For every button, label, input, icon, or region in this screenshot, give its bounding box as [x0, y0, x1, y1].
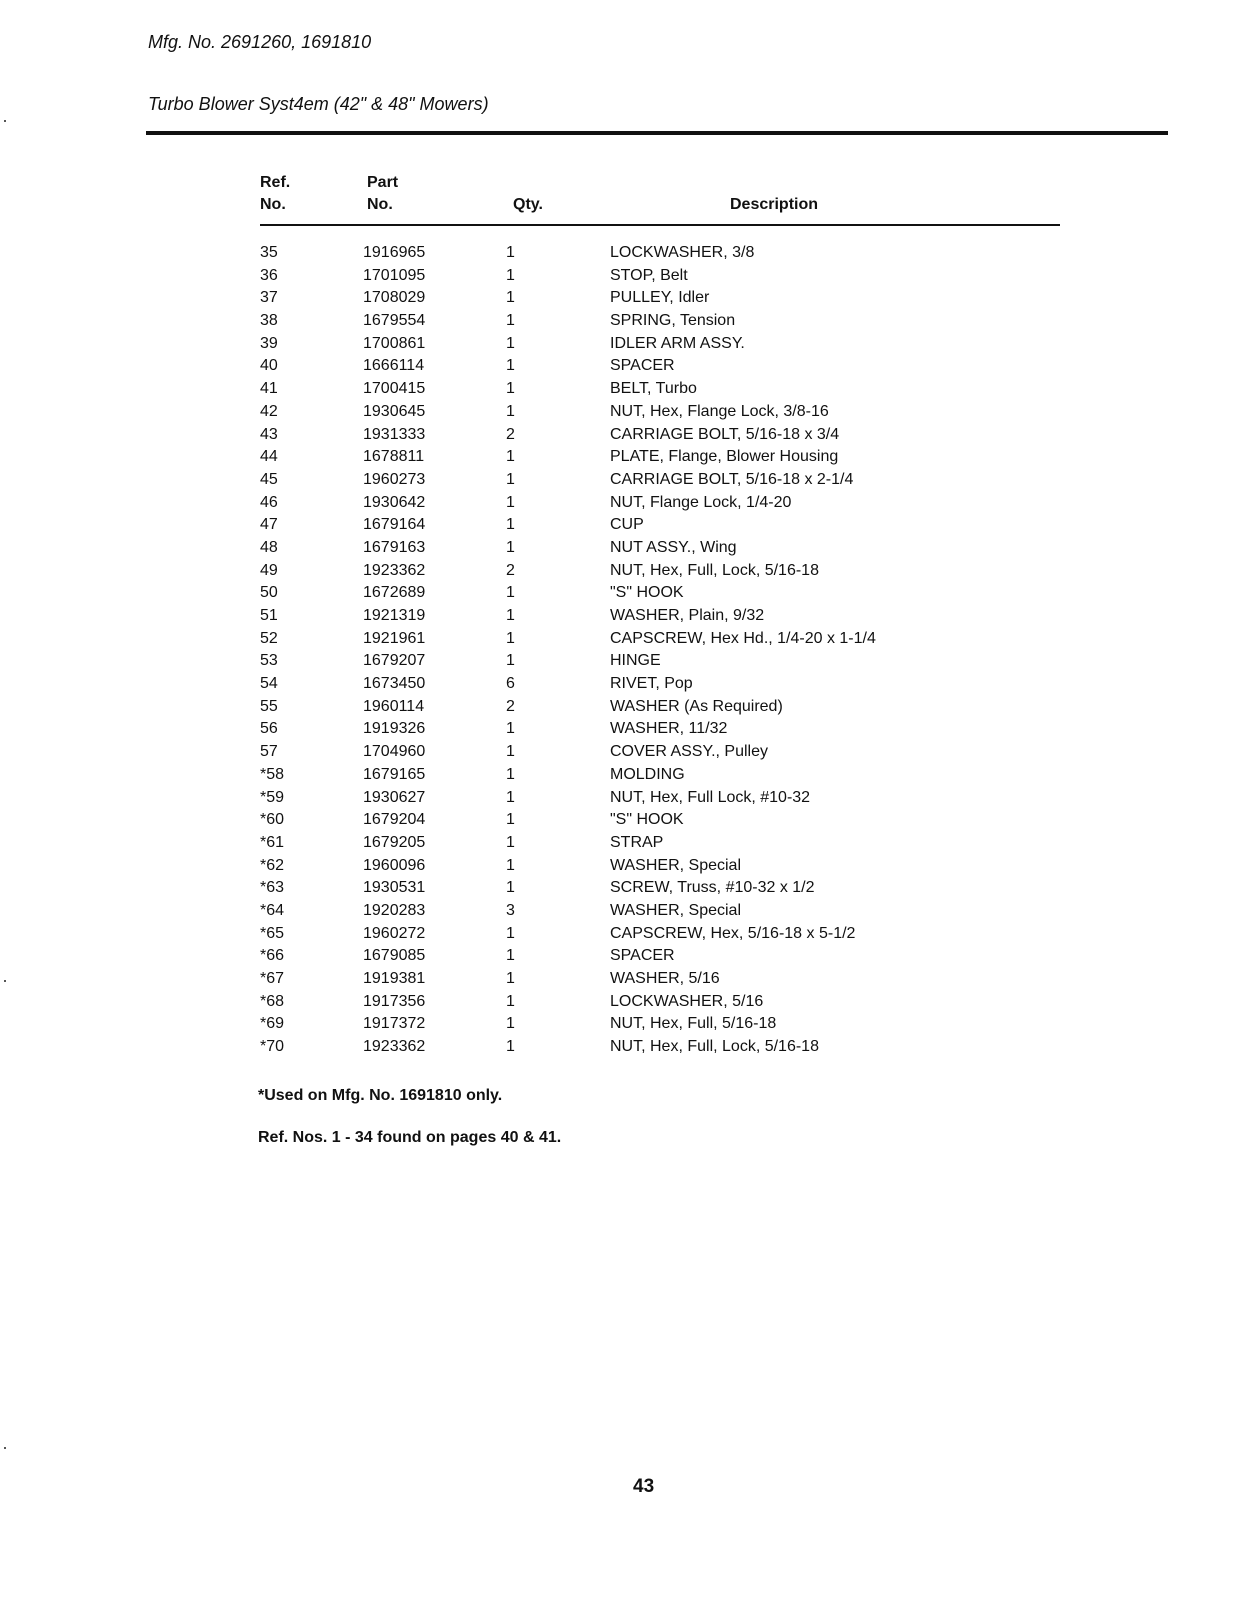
- ref-no-cell: 39: [260, 334, 278, 352]
- qty-cell: 1: [506, 788, 515, 806]
- ref-no-cell: 52: [260, 629, 278, 647]
- ref-no-cell: 53: [260, 652, 278, 670]
- table-row: [260, 582, 1060, 605]
- part-no-cell: 1930531: [363, 879, 426, 897]
- used-on-note: *Used on Mfg. No. 1691810 only.: [258, 1087, 503, 1104]
- qty-cell: 3: [506, 901, 515, 919]
- qty-cell: 1: [506, 380, 515, 398]
- qty-cell: 1: [506, 607, 515, 624]
- ref-no-cell: 48: [260, 538, 278, 556]
- part-no-cell: 1679163: [363, 538, 426, 556]
- description-cell: CUP: [610, 516, 644, 534]
- description-cell: IDLER ARM ASSY.: [610, 334, 745, 352]
- ref-no-cell: 51: [260, 607, 278, 624]
- description-cell: WASHER, Special: [610, 901, 741, 919]
- table-body: [260, 242, 1060, 1059]
- table-row: [260, 537, 1060, 560]
- table-row: [260, 855, 1060, 878]
- ref-no-cell: 42: [260, 402, 278, 420]
- ref-no-cell: *61: [260, 833, 285, 851]
- header-rule: [260, 224, 1060, 226]
- part-no-header: [367, 172, 398, 216]
- description-cell: CARRIAGE BOLT, 5/16-18 x 3/4: [610, 425, 840, 443]
- ref-no-cell: *59: [260, 788, 285, 806]
- ref-no-cell: 47: [260, 516, 278, 534]
- qty-cell: 1: [506, 244, 515, 261]
- description-cell: WASHER, Special: [610, 856, 741, 874]
- parts-table: [260, 172, 1060, 1056]
- part-no-cell: 1678811: [363, 448, 425, 466]
- part-no-cell: 1960273: [363, 470, 426, 488]
- ref-no-cell: *66: [260, 947, 285, 965]
- ref-no-cell: 56: [260, 720, 278, 738]
- description-cell: MOLDING: [610, 765, 685, 783]
- table-row: [260, 832, 1060, 855]
- table-row: [260, 265, 1060, 288]
- qty-cell: 1: [506, 357, 515, 375]
- description-cell: COVER ASSY., Pulley: [610, 743, 768, 761]
- description-cell: RIVET, Pop: [610, 675, 693, 693]
- qty-cell: 1: [506, 833, 515, 851]
- part-no-cell: 1931333: [363, 425, 426, 443]
- qty-cell: 1: [506, 743, 515, 761]
- table-row: [260, 446, 1060, 469]
- ref-no-cell: 46: [260, 493, 278, 511]
- table-row: [260, 333, 1060, 356]
- ref-no-cell: 44: [260, 448, 278, 466]
- part-no-cell: 1917372: [363, 1015, 426, 1033]
- table-row: [260, 605, 1060, 628]
- table-row: [260, 764, 1060, 787]
- qty-cell: 1: [506, 947, 515, 965]
- ref-no-cell: 55: [260, 697, 278, 715]
- ref-header-line-2: No.: [260, 196, 286, 213]
- table-row: [260, 809, 1060, 832]
- ref-no-cell: 49: [260, 561, 278, 579]
- qty-cell: 1: [506, 970, 515, 987]
- part-no-cell: 1666114: [363, 357, 425, 375]
- part-no-cell: 1701095: [363, 266, 426, 284]
- ref-nos-note: Ref. Nos. 1 - 34 found on pages 40 & 41.: [258, 1129, 562, 1146]
- part-no-cell: 1704960: [363, 743, 426, 761]
- description-cell: BELT, Turbo: [610, 380, 697, 398]
- part-no-cell: 1923362: [363, 1038, 426, 1056]
- qty-header: Qty.: [513, 196, 543, 213]
- ref-no-cell: *70: [260, 1038, 285, 1056]
- description-cell: NUT, Flange Lock, 1/4-20: [610, 493, 792, 511]
- ref-no-cell: 43: [260, 425, 278, 443]
- table-row: [260, 650, 1060, 673]
- table-row: [260, 492, 1060, 515]
- ref-no-cell: *63: [260, 879, 285, 897]
- ref-no-cell: 50: [260, 584, 278, 602]
- description-cell: SCREW, Truss, #10-32 x 1/2: [610, 879, 815, 897]
- description-cell: WASHER (As Required): [610, 697, 783, 715]
- description-cell: "S" HOOK: [610, 584, 684, 602]
- table-row: [260, 242, 1060, 265]
- ref-no-cell: 38: [260, 312, 278, 330]
- qty-cell: 1: [506, 879, 515, 897]
- description-cell: STRAP: [610, 833, 664, 851]
- qty-cell: 1: [506, 652, 515, 670]
- part-no-cell: 1673450: [363, 675, 426, 693]
- margin-speck: [4, 1447, 6, 1449]
- ref-no-cell: *69: [260, 1015, 285, 1033]
- part-no-cell: 1700861: [363, 334, 426, 352]
- qty-cell: 1: [506, 516, 515, 534]
- margin-speck: [4, 980, 6, 982]
- table-row: [260, 355, 1060, 378]
- qty-cell: 1: [506, 470, 515, 488]
- table-row: [260, 923, 1060, 946]
- qty-cell: 1: [506, 765, 515, 783]
- description-cell: "S" HOOK: [610, 811, 684, 829]
- ref-no-cell: 36: [260, 266, 278, 284]
- ref-no-cell: 57: [260, 743, 278, 761]
- part-no-cell: 1679165: [363, 765, 426, 783]
- table-header: [260, 172, 1060, 226]
- table-row: [260, 378, 1060, 401]
- qty-cell: 2: [506, 697, 515, 715]
- table-row: [260, 628, 1060, 651]
- qty-cell: 1: [506, 402, 515, 420]
- part-no-cell: 1923362: [363, 561, 426, 579]
- qty-cell: 2: [506, 561, 515, 579]
- part-no-cell: 1919326: [363, 720, 426, 738]
- description-cell: NUT, Hex, Full, Lock, 5/16-18: [610, 1038, 819, 1056]
- description-cell: WASHER, 11/32: [610, 720, 728, 738]
- table-row: [260, 991, 1060, 1014]
- description-cell: PULLEY, Idler: [610, 289, 710, 307]
- part-no-cell: 1921961: [363, 629, 426, 647]
- part-header-line-2: No.: [367, 196, 393, 213]
- ref-no-cell: 54: [260, 675, 278, 693]
- ref-no-cell: *62: [260, 856, 285, 874]
- page-number: 43: [633, 1476, 655, 1497]
- description-cell: HINGE: [610, 652, 661, 670]
- table-row: [260, 514, 1060, 537]
- description-cell: PLATE, Flange, Blower Housing: [610, 448, 839, 466]
- table-row: [260, 673, 1060, 696]
- ref-no-cell: 35: [260, 244, 278, 261]
- part-no-cell: 1930645: [363, 402, 426, 420]
- part-no-cell: 1672689: [363, 584, 426, 602]
- description-cell: CAPSCREW, Hex, 5/16-18 x 5-1/2: [610, 924, 856, 942]
- table-row: [260, 787, 1060, 810]
- part-no-cell: 1920283: [363, 901, 426, 919]
- part-no-cell: 1921319: [363, 607, 426, 624]
- qty-cell: 1: [506, 924, 515, 942]
- ref-no-cell: *58: [260, 765, 285, 783]
- table-row: [260, 310, 1060, 333]
- ref-no-cell: *65: [260, 924, 285, 942]
- qty-cell: 1: [506, 856, 515, 874]
- mfg-number-header: Mfg. No. 2691260, 1691810: [148, 32, 372, 52]
- part-no-cell: 1930642: [363, 493, 426, 511]
- part-no-cell: 1700415: [363, 380, 426, 398]
- part-no-cell: 1708029: [363, 289, 426, 307]
- table-row: [260, 287, 1060, 310]
- part-no-cell: 1679164: [363, 516, 426, 534]
- description-cell: NUT, Hex, Full Lock, #10-32: [610, 788, 811, 806]
- part-no-cell: 1960272: [363, 924, 426, 942]
- table-row: [260, 424, 1060, 447]
- table-row: [260, 560, 1060, 583]
- ref-header-line-1: Ref.: [260, 174, 291, 191]
- part-no-cell: 1919381: [363, 970, 426, 987]
- qty-cell: 1: [506, 992, 515, 1010]
- description-cell: NUT ASSY., Wing: [610, 538, 737, 556]
- part-no-cell: 1679085: [363, 947, 426, 965]
- description-cell: SPRING, Tension: [610, 312, 736, 330]
- description-cell: LOCKWASHER, 5/16: [610, 992, 764, 1010]
- part-no-cell: 1960114: [363, 697, 425, 715]
- part-no-cell: 1679204: [363, 811, 426, 829]
- part-no-cell: 1679554: [363, 312, 426, 330]
- part-no-cell: 1960096: [363, 856, 426, 874]
- table-row: [260, 968, 1060, 991]
- qty-cell: 1: [506, 334, 515, 352]
- description-cell: NUT, Hex, Full, Lock, 5/16-18: [610, 561, 819, 579]
- section-title: Turbo Blower Syst4em (42" & 48" Mowers): [148, 94, 489, 114]
- part-no-cell: 1917356: [363, 992, 426, 1010]
- qty-cell: 1: [506, 629, 515, 647]
- qty-cell: 1: [506, 312, 515, 330]
- ref-no-cell: *60: [260, 811, 285, 829]
- description-cell: WASHER, Plain, 9/32: [610, 607, 765, 624]
- margin-speck: [4, 120, 6, 122]
- description-header: Description: [730, 196, 819, 213]
- table-row: [260, 945, 1060, 968]
- qty-cell: 1: [506, 811, 515, 829]
- ref-no-cell: 37: [260, 289, 278, 307]
- table-row: [260, 469, 1060, 492]
- qty-cell: 1: [506, 538, 515, 556]
- ref-no-cell: *68: [260, 992, 285, 1010]
- description-cell: SPACER: [610, 947, 675, 965]
- part-no-cell: 1679205: [363, 833, 426, 851]
- description-cell: NUT, Hex, Flange Lock, 3/8-16: [610, 402, 829, 420]
- description-cell: SPACER: [610, 357, 675, 375]
- table-row: [260, 877, 1060, 900]
- description-cell: CAPSCREW, Hex Hd., 1/4-20 x 1-1/4: [610, 629, 876, 647]
- description-cell: NUT, Hex, Full, 5/16-18: [610, 1015, 777, 1033]
- ref-no-header: [260, 172, 290, 216]
- description-cell: WASHER, 5/16: [610, 970, 720, 987]
- qty-cell: 1: [506, 448, 515, 466]
- ref-no-cell: 40: [260, 357, 278, 375]
- part-header-line-1: Part: [367, 174, 399, 191]
- qty-cell: 1: [506, 720, 515, 738]
- table-row: [260, 741, 1060, 764]
- table-row: [260, 1036, 1060, 1059]
- description-cell: CARRIAGE BOLT, 5/16-18 x 2-1/4: [610, 470, 854, 488]
- qty-cell: 1: [506, 1038, 515, 1056]
- part-no-cell: 1916965: [363, 244, 426, 261]
- table-row: [260, 718, 1060, 741]
- qty-cell: 6: [506, 675, 515, 693]
- title-rule: [146, 131, 1168, 135]
- description-cell: LOCKWASHER, 3/8: [610, 244, 755, 261]
- qty-cell: 1: [506, 289, 515, 307]
- ref-no-cell: 45: [260, 470, 278, 488]
- ref-no-cell: *67: [260, 970, 285, 987]
- part-no-cell: 1679207: [363, 652, 426, 670]
- qty-cell: 1: [506, 584, 515, 602]
- description-cell: STOP, Belt: [610, 266, 688, 284]
- table-row: [260, 1013, 1060, 1036]
- table-row: [260, 900, 1060, 923]
- qty-cell: 1: [506, 493, 515, 511]
- table-row: [260, 401, 1060, 424]
- qty-cell: 1: [506, 266, 515, 284]
- qty-cell: 1: [506, 1015, 515, 1033]
- table-row: [260, 696, 1060, 719]
- ref-no-cell: *64: [260, 901, 285, 919]
- part-no-cell: 1930627: [363, 788, 426, 806]
- ref-no-cell: 41: [260, 380, 278, 398]
- qty-cell: 2: [506, 425, 515, 443]
